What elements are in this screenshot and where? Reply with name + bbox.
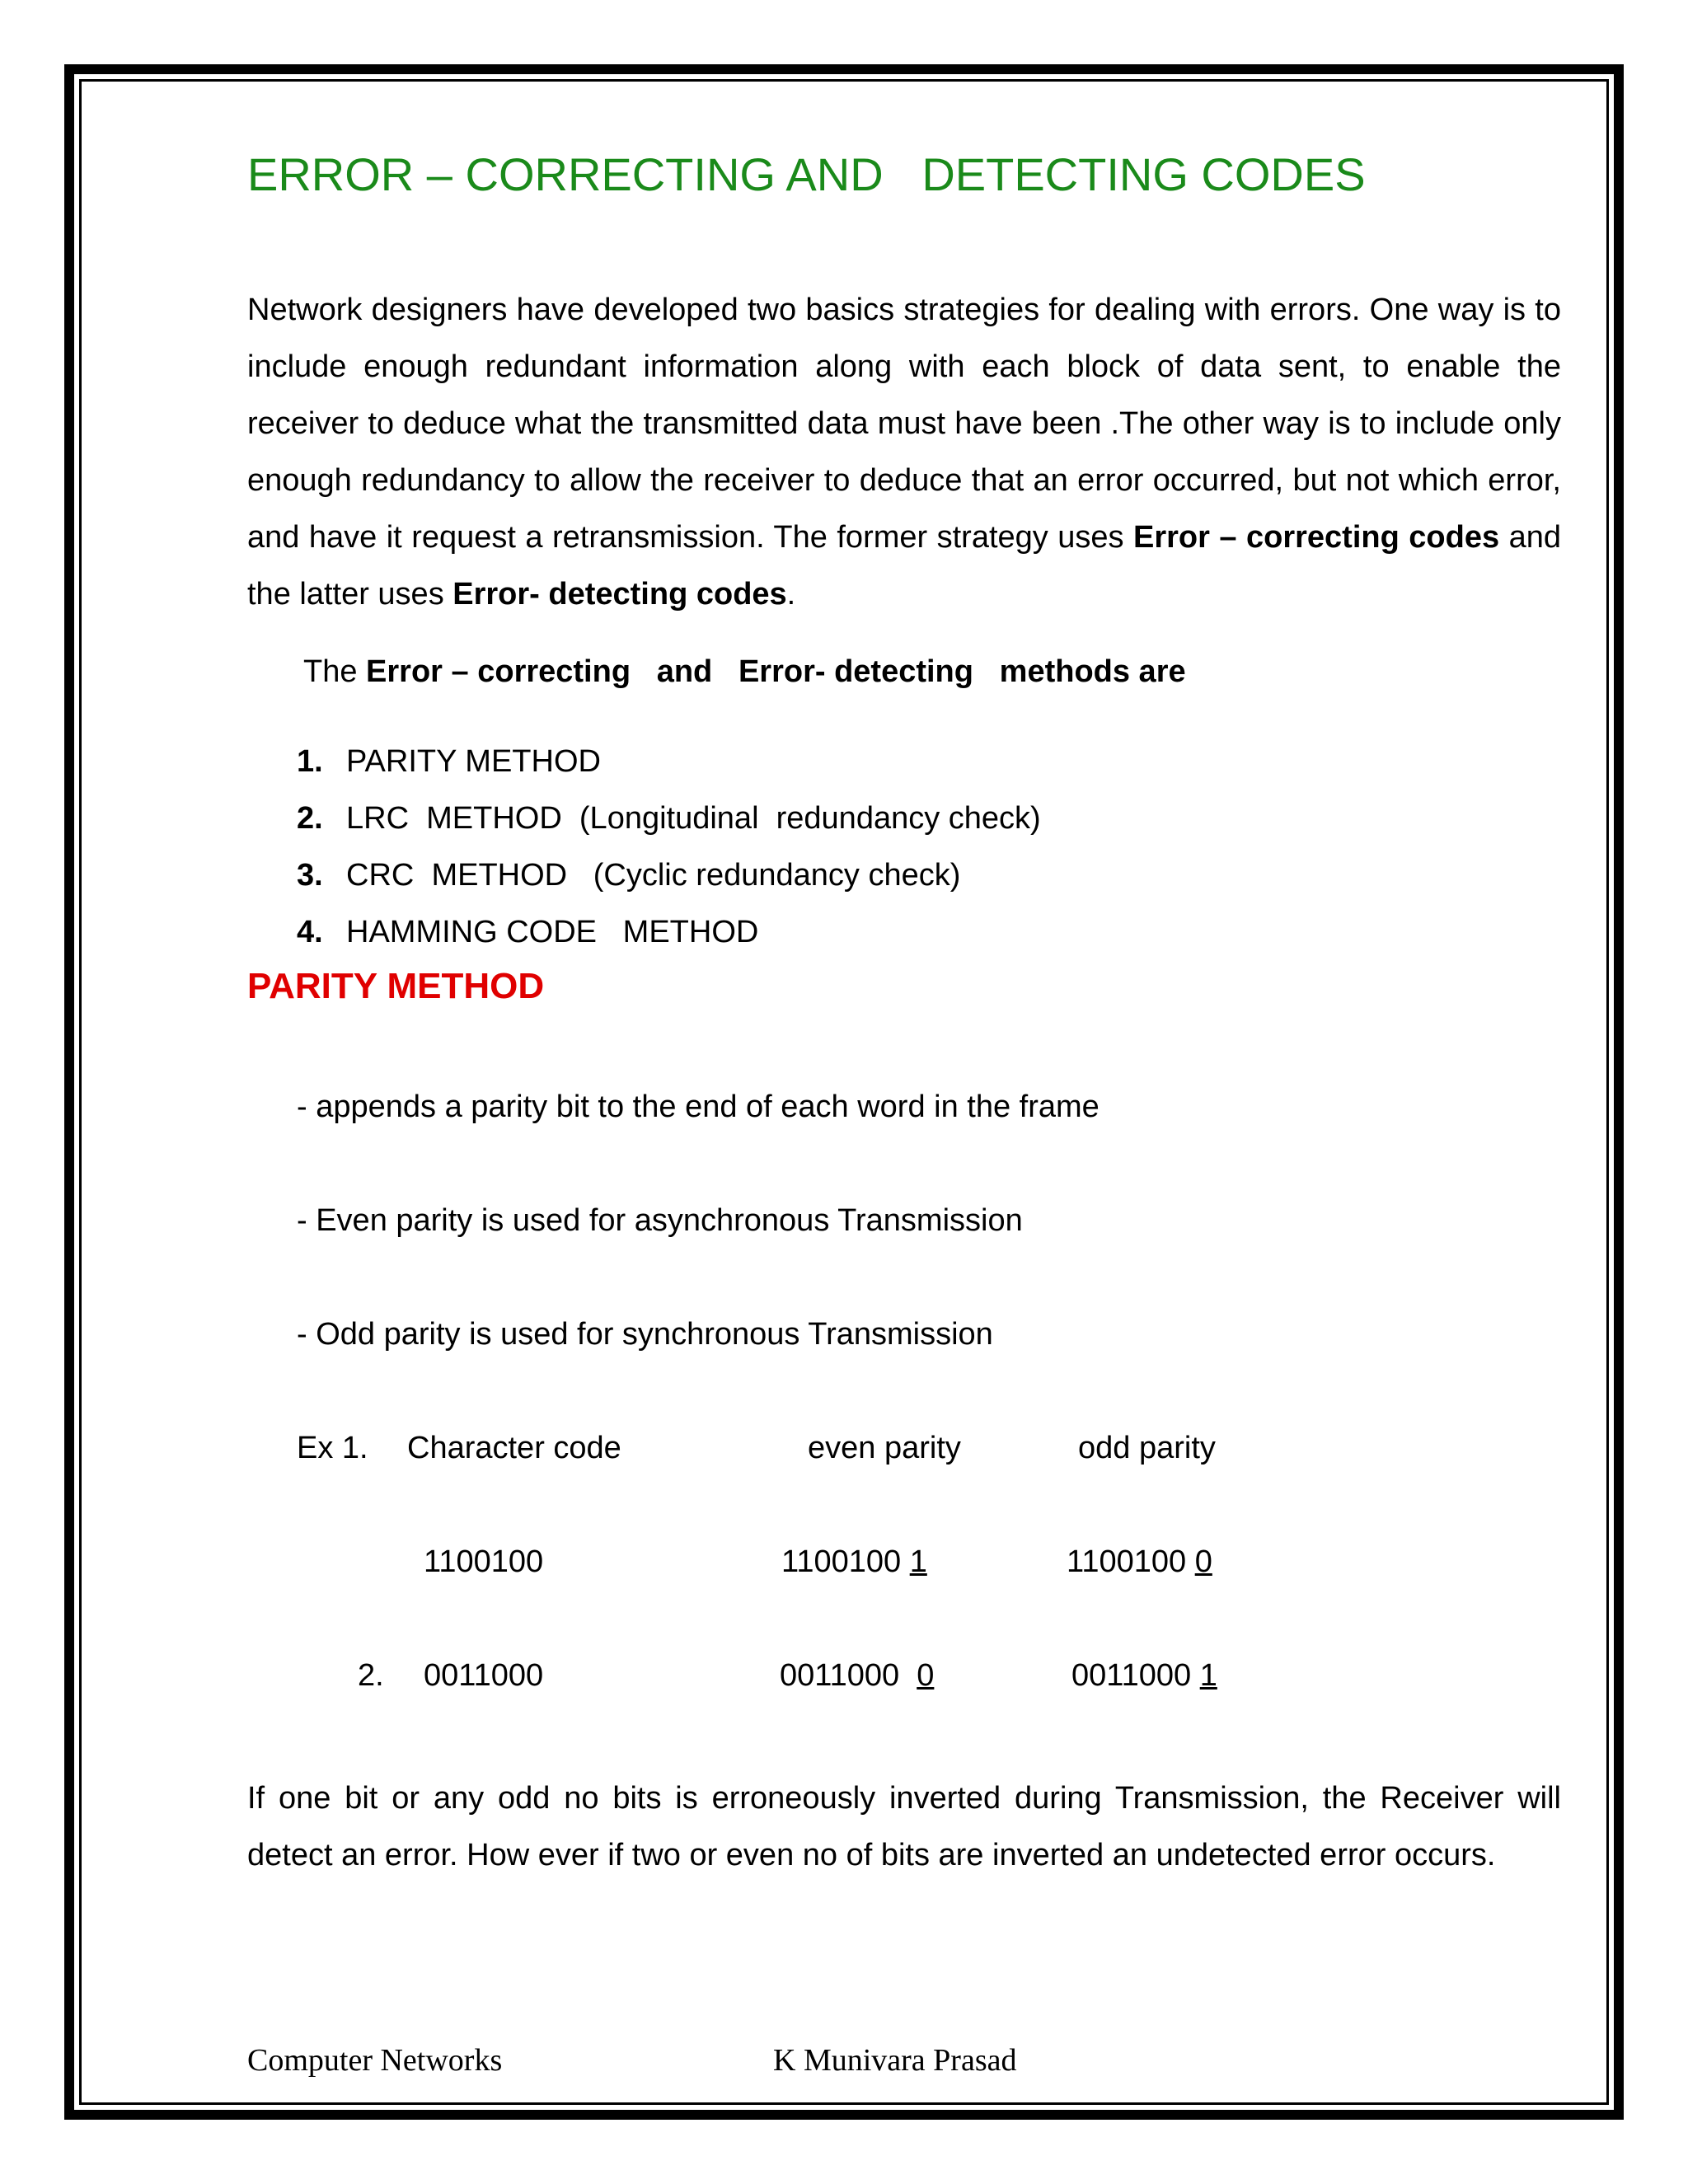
parity-bullet-3: - Odd parity is used for synchronous Transmission: [297, 1317, 993, 1352]
example-row-1-even: [781, 1544, 927, 1580]
method-item: [297, 904, 1041, 961]
example-row-2-even: [780, 1658, 934, 1694]
intro-bold-error-correcting: Error – correcting codes: [1133, 520, 1500, 555]
method-number: 4.: [297, 915, 323, 949]
odd-parity-bit: 1: [1199, 1658, 1217, 1693]
intro-paragraph: [247, 282, 1561, 623]
example-row-2-label: 2.: [358, 1658, 384, 1693]
example-header-even-parity: even parity: [808, 1431, 961, 1465]
method-number: 3.: [297, 858, 323, 893]
odd-parity-bit: 0: [1194, 1544, 1212, 1579]
example-row-1-char: 1100100: [424, 1544, 544, 1579]
footer-author: K Munivara Prasad: [773, 2043, 1017, 2078]
even-parity-bit: 1: [909, 1544, 927, 1579]
method-number: 1.: [297, 744, 323, 779]
intro-text-3: .: [786, 577, 796, 612]
footer-course: Computer Networks: [247, 2043, 503, 2078]
example-header-character-code: Character code: [407, 1431, 621, 1465]
method-list: [297, 733, 1041, 961]
method-text: PARITY METHOD: [346, 744, 601, 779]
method-item: [297, 790, 1041, 847]
even-parity-bit: 0: [917, 1658, 935, 1693]
example-row-2-char: 0011000: [424, 1658, 544, 1693]
method-item: [297, 847, 1041, 904]
method-text: CRC METHOD (Cyclic redundancy check): [346, 858, 961, 893]
parity-bullet-1: - appends a parity bit to the end of each word in the frame: [297, 1090, 1100, 1124]
parity-bullet-2: - Even parity is used for asynchronous Transmission: [297, 1203, 1023, 1238]
even-base: 0011000: [780, 1658, 917, 1693]
odd-base: 1100100: [1067, 1544, 1195, 1579]
method-item: [297, 733, 1041, 790]
even-base: 1100100: [781, 1544, 910, 1579]
intro-text-1: Network designers have developed two basics strategies for dealing with errors. One way is to include enough redundant information along with each block of data sent, to enable the receiver to deduce what the transmitted data must have been .The other way is to include only enough redundancy to allow the receiver to deduce that an error occurred, but not which error, and have it request a retransmission. The former strategy uses: [247, 293, 1561, 555]
intro-text-2: and the latter uses: [247, 520, 1561, 612]
odd-base: 0011000: [1071, 1658, 1200, 1693]
example-row-1-odd: [1067, 1544, 1212, 1580]
example-header-odd-parity: odd parity: [1078, 1431, 1216, 1465]
intro-bold-error-detecting: Error- detecting codes: [452, 577, 787, 612]
methods-lead-bold: Error – correcting and Error- detecting methods are: [366, 654, 1186, 689]
methods-lead-prefix: The: [303, 654, 367, 689]
method-text: LRC METHOD (Longitudinal redundancy check): [346, 801, 1041, 836]
example-row-2-odd: [1071, 1658, 1217, 1694]
method-number: 2.: [297, 801, 323, 836]
conclusion-paragraph: If one bit or any odd no bits is erroneously inverted during Transmission, the Receiver will detect an error. How ever if two or even no of bits are inverted an undetected error occurs.: [247, 1781, 1561, 1872]
methods-lead: [303, 654, 1186, 690]
parity-method-heading: PARITY METHOD: [247, 966, 545, 1006]
example-label: Ex 1.: [297, 1431, 368, 1465]
page-title: ERROR – CORRECTING AND DETECTING CODES: [247, 148, 1366, 200]
method-text: HAMMING CODE METHOD: [346, 915, 759, 949]
